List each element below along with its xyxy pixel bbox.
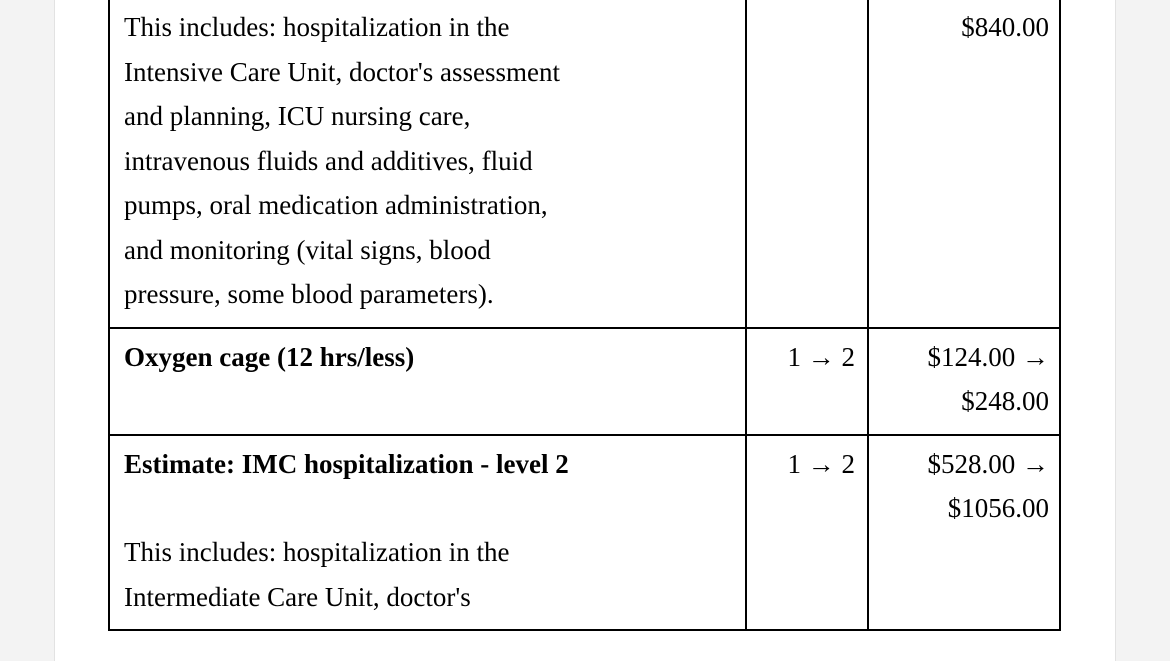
- table-row: [109, 435, 1060, 631]
- row-quantity: 1 → 2: [746, 435, 868, 631]
- row-amount: [868, 435, 1060, 631]
- row-amount: $840.00: [868, 0, 1060, 328]
- row-quantity: 1 → 2: [746, 328, 868, 435]
- amount-updated: $1056.00: [947, 493, 1049, 523]
- description-line: and monitoring (vital signs, blood: [124, 234, 491, 265]
- table-row: [109, 0, 1060, 328]
- description-line: pumps, oral medication administration,: [124, 190, 548, 220]
- description-line: intravenous fluids and additives, fluid: [124, 145, 533, 176]
- description-line: Intermediate Care Unit, doctor's: [124, 581, 471, 612]
- page-left-gutter: [48, 0, 55, 661]
- row-title: Estimate: IMC hospitalization - level 2: [124, 448, 569, 479]
- description-line: This includes: hospitalization in the: [124, 12, 510, 42]
- estimate-table: [108, 0, 1061, 631]
- row-spacer: [124, 486, 731, 530]
- row-description: [109, 328, 746, 435]
- row-description: [109, 435, 746, 631]
- row-description: [109, 0, 746, 328]
- row-spacer: [124, 379, 731, 423]
- row-amount: [868, 328, 1060, 435]
- description-line: pressure, some blood parameters).: [124, 279, 494, 309]
- description-line: This includes: hospitalization in the: [124, 537, 510, 567]
- row-quantity: [746, 0, 868, 328]
- table-row: [109, 328, 1060, 435]
- description-line: and planning, ICU nursing care,: [124, 101, 471, 131]
- amount-original: $124.00 →: [927, 341, 1049, 372]
- description-line: Intensive Care Unit, doctor's assessment: [124, 56, 561, 87]
- amount-original: $528.00 →: [927, 448, 1049, 479]
- document-page: [55, 0, 1115, 661]
- amount-updated: $248.00: [961, 386, 1049, 416]
- row-title: Oxygen cage (12 hrs/less): [124, 341, 415, 372]
